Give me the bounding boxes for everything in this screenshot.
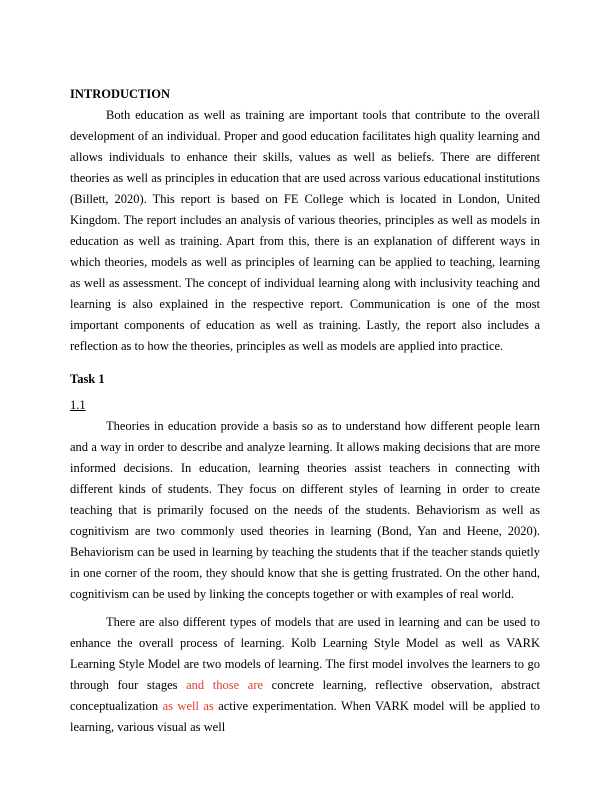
text-run-black-1: There are also different types of models that are used in learning and can be used to enhance the overall process of learning. Kolb Learning Style Model as well as VARK Learning Style Model are two models of learning. The first model involves the learners to go through four stages — [70, 615, 540, 692]
text-run-black-2: concrete learning, reflective observation, abstract conceptualization — [70, 678, 540, 713]
paragraph-learning-models — [70, 612, 540, 738]
section-heading-introduction: INTRODUCTION — [70, 87, 171, 101]
heading-section-1-1: 1.1 — [70, 398, 86, 412]
paragraph-introduction: Both education as well as training are important tools that contribute to the overall development of an individual. Proper and good education facilitates high quality learning and allows individuals to enhance their skills, values as well as beliefs. There are different theories as well as principles in education that are used across various educational institutions (Billett, 2020). This report is based on FE College which is located in London, United Kingdom. The report includes an analysis of various theories, principles as well as models in education as well as training. Apart from this, there is an explanation of different ways in which theories, models as well as principles of learning can be applied to teaching, learning as well as assessment. The concept of individual learning along with inclusivity teaching and learning is also explained in the respective report. Communication is one of the most important components of education as well as training. Lastly, the report also includes a reflection as to how the theories, principles as well as models are applied into practice. — [70, 108, 540, 353]
heading-task-1: Task 1 — [70, 372, 105, 386]
paragraph-learning-theories: Theories in education provide a basis so as to understand how different people learn and a way in order to describe and analyze learning. It allows making decisions that are more informed decisions. In education, learning theories assist teachers in connecting with different kinds of students. They focus on different styles of learning in order to create teaching that is primarily focused on the needs of the students. Behaviorism as well as cognitivism are two commonly used theories in learning (Bond, Yan and Heene, 2020). Behaviorism can be used in learning by teaching the students that if the teacher stands quietly in one corner of the room, they should know that she is getting frustrated. On the other hand, cognitivism can be used by linking the concepts together or with examples of real world. — [70, 419, 540, 601]
text-run-red-1: and those are — [186, 678, 272, 692]
text-run-red-2: as well as — [162, 699, 219, 713]
text-run-black-3: active experimentation. When VARK model will be applied to learning, various visual as well — [70, 699, 540, 734]
